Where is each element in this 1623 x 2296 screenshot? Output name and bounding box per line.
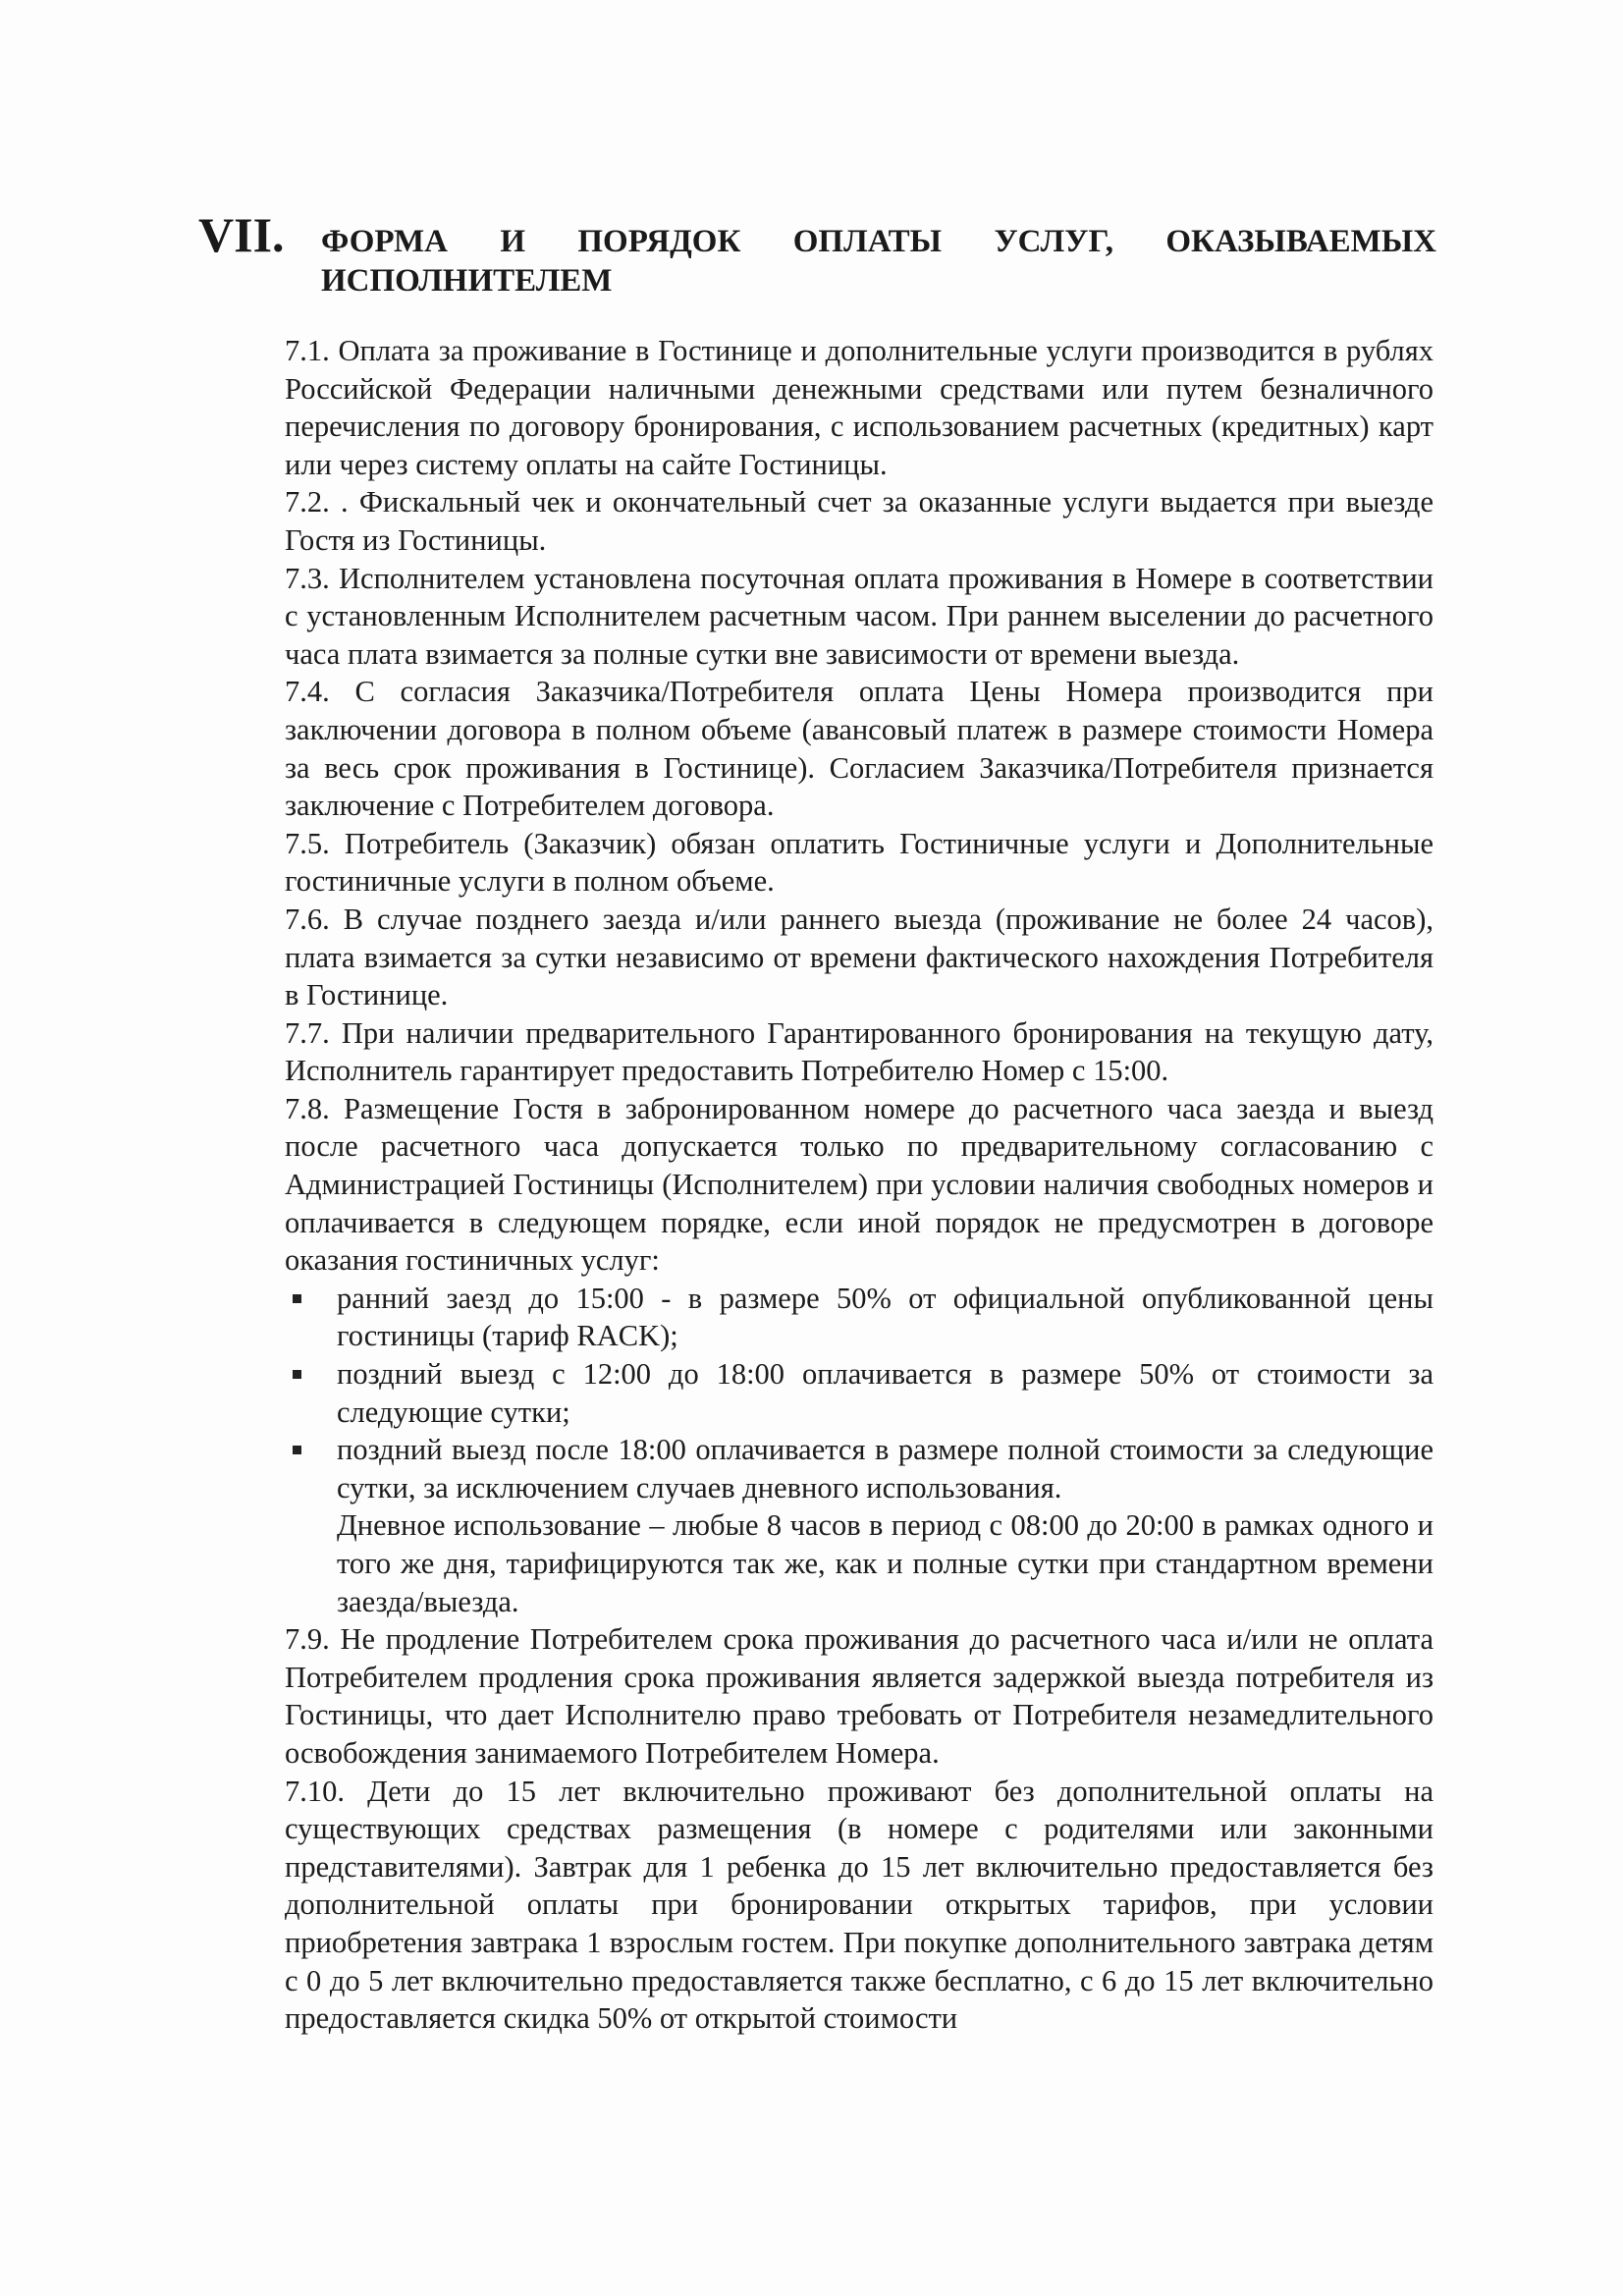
paragraph-7-7: 7.7. При наличии предварительного Гарантированного бронирования на текущую дату, Исполнитель гарантирует предоставить Потребителю Номер с 15:00.: [285, 1015, 1434, 1088]
square-bullet-icon: [293, 1370, 301, 1379]
list-item: [337, 1355, 1434, 1431]
paragraph-7-6: 7.6. В случае позднего заезда и/или раннего выезда (проживание не более 24 часов), плата взимается за сутки независимо от времени фактического нахождения Потребителя в Гостинице.: [285, 902, 1434, 1012]
list-item-text: ранний заезд до 15:00 - в размере 50% от официальной опубликованной цены гостиницы (тариф RACK);: [337, 1281, 1434, 1353]
title-word: ПОРЯДОК: [577, 224, 741, 259]
paragraph-7-3: 7.3. Исполнителем установлена посуточная оплата проживания в Номере в соответствии с установленным Исполнителем расчетным часом. При раннем выселении до расчетного часа плата взимается за полные сутки вне зависимости от времени выезда.: [285, 561, 1434, 671]
payment-rules-list: [285, 1280, 1434, 1507]
square-bullet-icon: [293, 1294, 301, 1303]
paragraph-7-4: 7.4. С согласия Заказчика/Потребителя оплата Цены Номера производится при заключении договора в полном объеме (авансовый платеж в размере стоимости Номера за весь срок проживания в Гостинице). Согласием Заказчика/Потребителя признается заключение с Потребителем договора.: [285, 675, 1434, 823]
title-word: ОКАЗЫВАЕМЫХ: [1165, 224, 1436, 259]
title-word: УСЛУГ,: [994, 224, 1113, 259]
paragraph-7-1: 7.1. Оплата за проживание в Гостинице и дополнительные услуги производится в рублях Российской Федерации наличными денежными средствами или путем безналичного перечисления по договору бронирования, с использованием расчетных (кредитных) карт или через систему оплаты на сайте Гостиницы.: [285, 334, 1434, 481]
list-item: [337, 1431, 1434, 1506]
title-word: И: [500, 224, 525, 259]
section-title-line-2: ИСПОЛНИТЕЛЕМ: [321, 263, 613, 299]
list-item-text: поздний выезд с 12:00 до 18:00 оплачивается в размере 50% от стоимости за следующие сутки;: [337, 1357, 1434, 1429]
paragraph-7-2: 7.2. . Фискальный чек и окончательный счет за оказанные услуги выдается при выезде Гостя из Гостиницы.: [285, 485, 1434, 557]
title-word: ФОРМА: [321, 224, 448, 259]
list-item: [337, 1280, 1434, 1355]
paragraph-7-5: 7.5. Потребитель (Заказчик) обязан оплатить Гостиничные услуги и Дополнительные гостиничные услуги в полном объеме.: [285, 826, 1434, 899]
title-word: ОПЛАТЫ: [792, 224, 943, 259]
paragraph-7-9: 7.9. Не продление Потребителем срока проживания до расчетного часа и/или не оплата Потребителем продления срока проживания является задержкой выезда потребителя из Гостиницы, что дает Исполнителю право требовать от Потребителя незамедлительного освобождения занимаемого Потребителем Номера.: [285, 1622, 1434, 1770]
day-use-note: Дневное использование – любые 8 часов в период с 08:00 до 20:00 в рамках одного и того же дня, тарифицируются так же, как и полные сутки при стандартном времени заезда/выезда.: [337, 1508, 1434, 1618]
section-title-line-1: [321, 222, 1436, 261]
paragraph-7-8: 7.8. Размещение Гостя в забронированном номере до расчетного часа заезда и выезд после расчетного часа допускается только по предварительному согласованию с Администрацией Гостиницы (Исполнителем) при условии наличия свободных номеров и оплачивается в следующем порядке, если иной порядок не предусмотрен в договоре оказания гостиничных услуг:: [285, 1091, 1434, 1278]
list-item-text: поздний выезд после 18:00 оплачивается в размере полной стоимости за следующие сутки, за исключением случаев дневного использования.: [337, 1433, 1434, 1504]
section-number: VII.: [198, 207, 285, 262]
square-bullet-icon: [293, 1446, 301, 1454]
section-body: [285, 332, 1434, 2038]
paragraph-7-10: 7.10. Дети до 15 лет включительно проживают без дополнительной оплаты на существующих средствах размещения (в номере с родителями или законными представителями). Завтрак для 1 ребенка до 15 лет включительно предоставляется без дополнительной оплаты при бронировании открытых тарифов, при условии приобретения завтрака 1 взрослым гостем. При покупке дополнительного завтрака детям с 0 до 5 лет включительно предоставляется также бесплатно, с 6 до 15 лет включительно предоставляется скидка 50% от открытой стоимости: [285, 1774, 1434, 2036]
